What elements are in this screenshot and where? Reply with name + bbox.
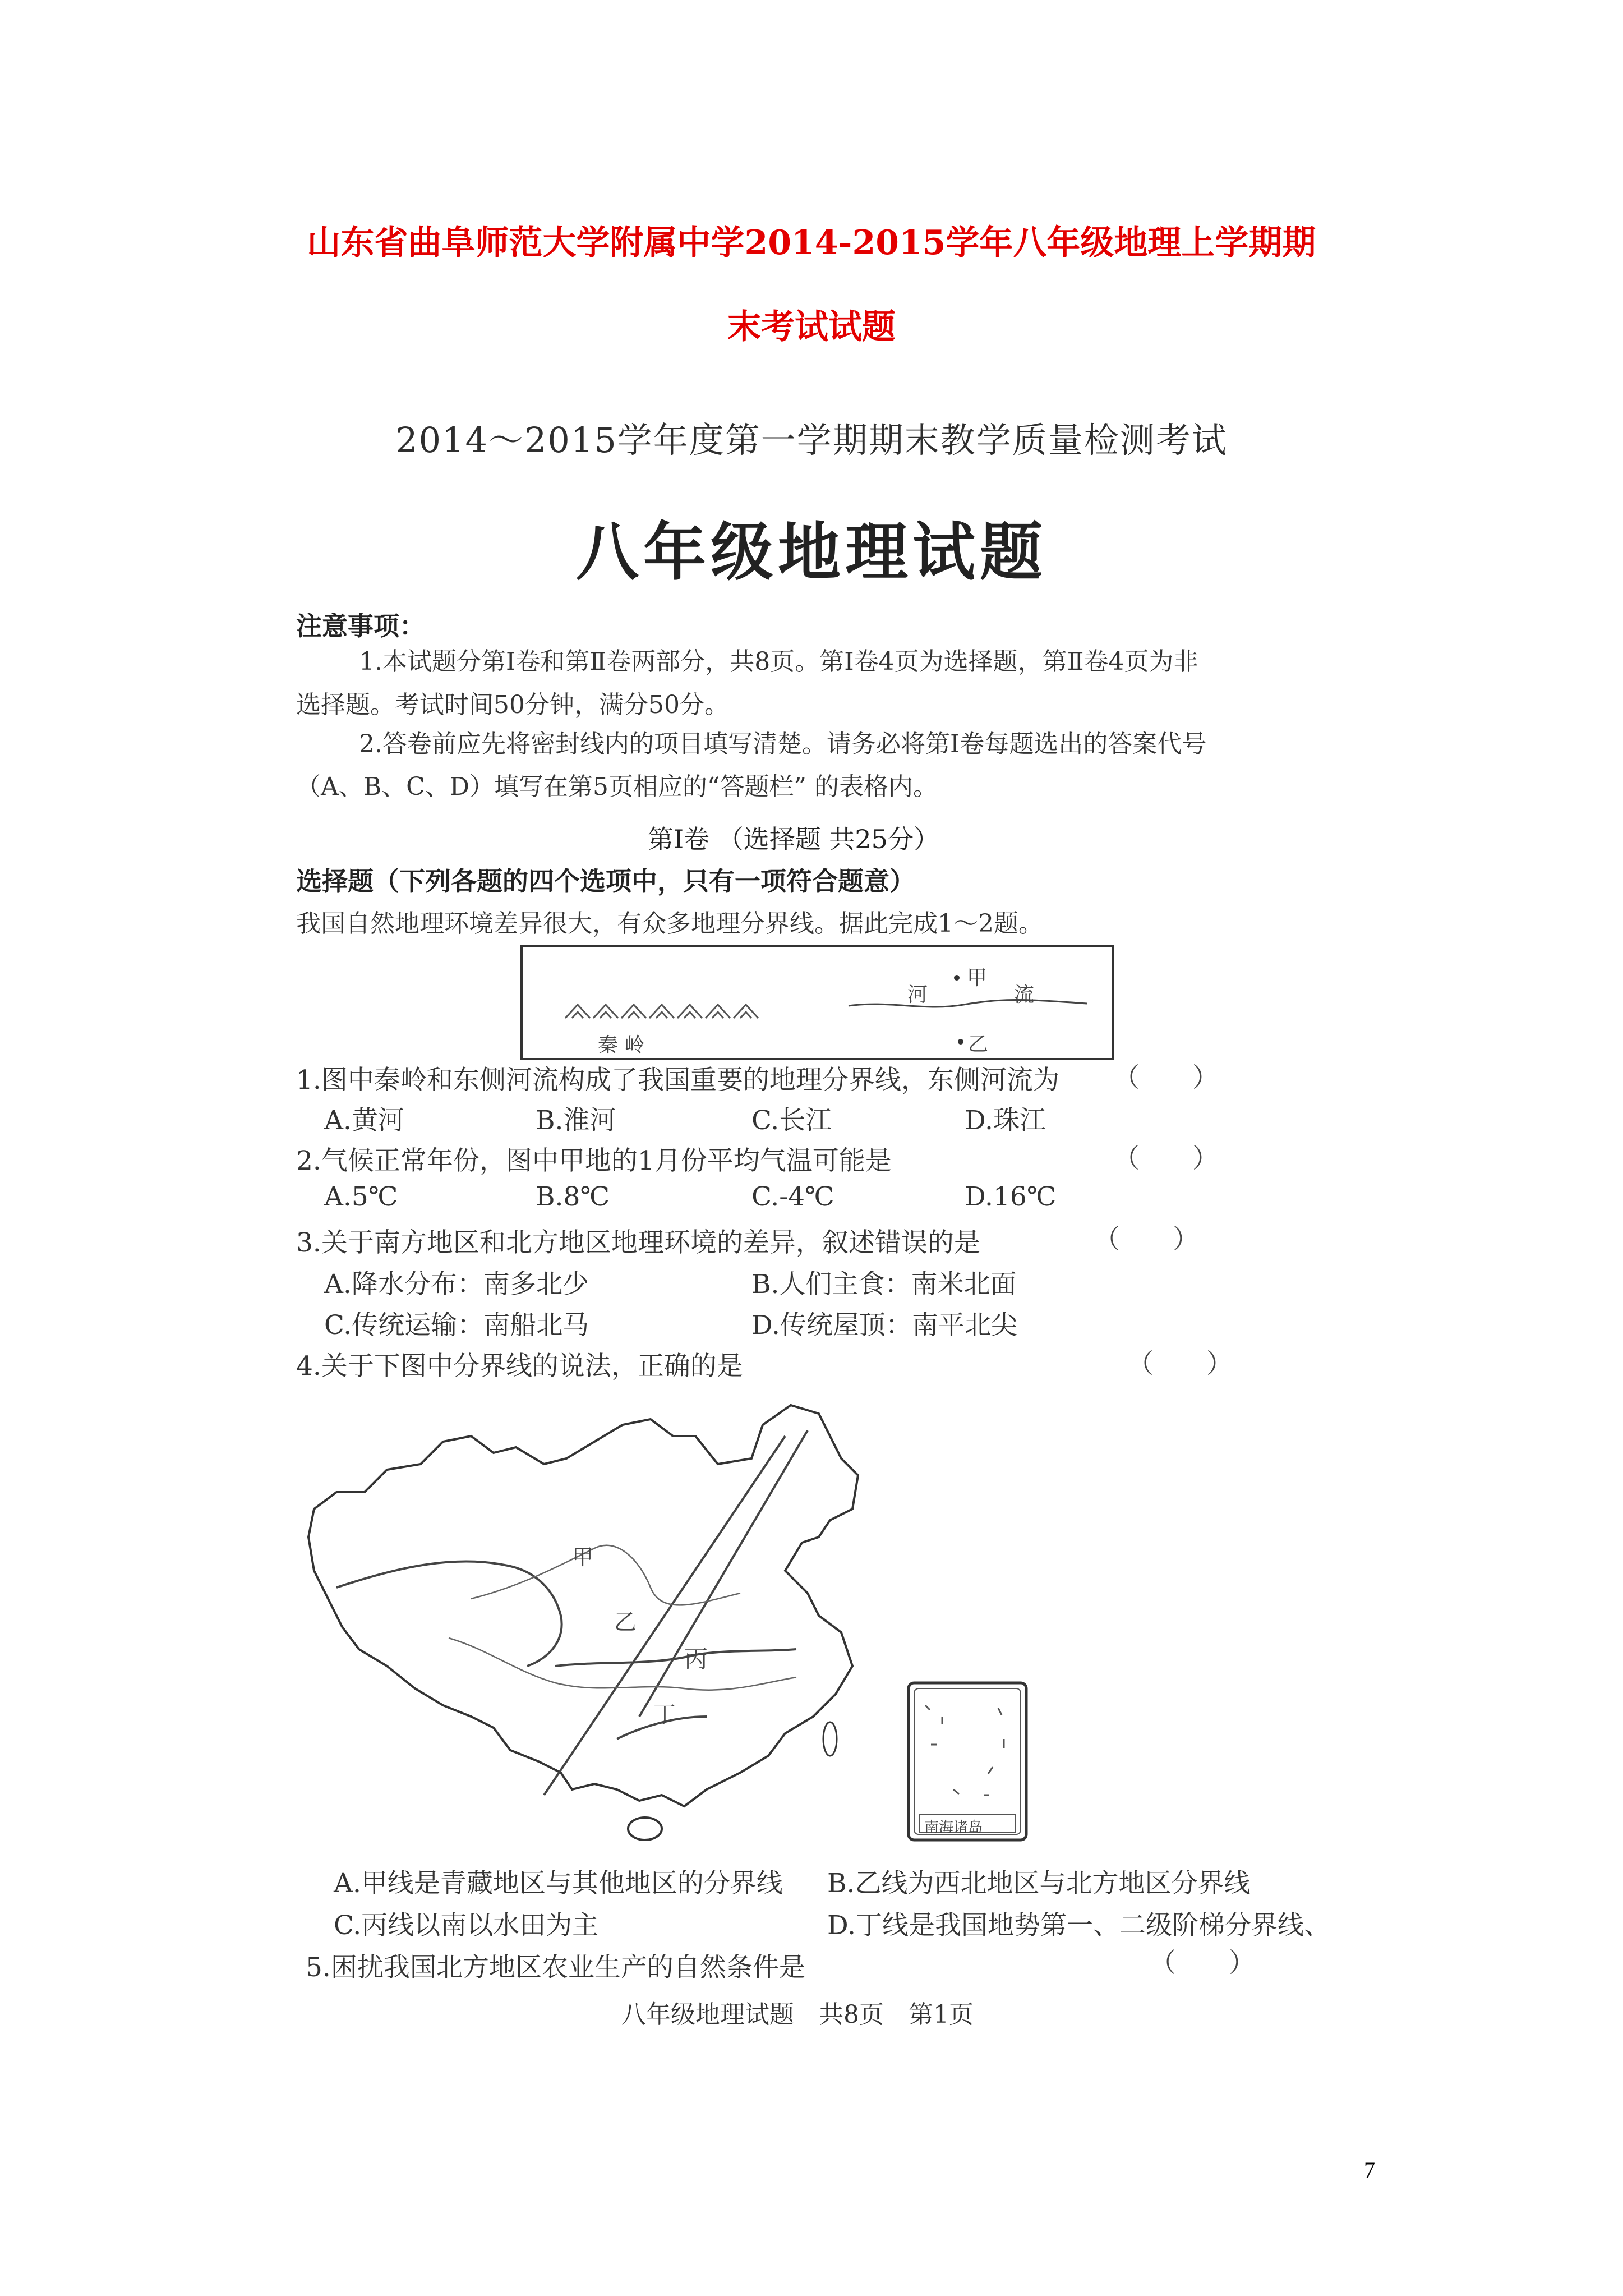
line-yi-a (544, 1436, 785, 1795)
q2-option-b: B.8℃ (536, 1181, 610, 1212)
q3-option-b: B.人们主食：南米北面 (751, 1269, 1017, 1300)
mountain-symbols (565, 1005, 758, 1018)
question-1-stem: 1.图中秦岭和东侧河流构成了我国重要的地理分界线，东侧河流为 (296, 1065, 1059, 1096)
question-5-stem: 5.困扰我国北方地区农业生产的自然条件是 (306, 1952, 805, 1983)
question-5-answer-blank: （ ） (1150, 1948, 1255, 1978)
question-1-answer-blank: （ ） (1113, 1062, 1219, 1093)
river-yangtze (449, 1638, 796, 1690)
qinling-label: 秦 岭 (598, 1034, 645, 1057)
q1-option-c: C.长江 (751, 1105, 832, 1136)
point-jia (954, 975, 960, 981)
q2-option-c: C.-4℃ (751, 1181, 834, 1212)
q1-option-b: B.淮河 (536, 1105, 616, 1136)
section-intro: 我国自然地理环境差异很大，有众多地理分界线。据此完成1～2题。 (296, 909, 1043, 938)
notes-line2: 选择题。考试时间50分钟，满分50分。 (296, 691, 729, 719)
label-yi: 乙 (968, 1033, 989, 1056)
q4-option-d: D.丁线是我国地势第一、二级阶梯分界线、 (827, 1910, 1330, 1941)
document-title-line2: 末考试试题 (727, 307, 896, 347)
point-yi (958, 1039, 963, 1045)
taiwan-island (823, 1722, 837, 1756)
hainan-island (628, 1818, 662, 1840)
question-4-answer-blank: （ ） (1127, 1349, 1233, 1379)
q1-option-a: A.黄河 (324, 1105, 404, 1136)
exam-title: 八年级地理试题 (576, 516, 1047, 589)
label-jia: 甲 (967, 967, 988, 990)
section-subtitle: 选择题（下列各题的四个选项中，只有一项符合题意） (296, 866, 915, 896)
q3-option-a: A.降水分布：南多北少 (324, 1269, 589, 1300)
line-jia (336, 1562, 562, 1666)
river-line (849, 1000, 1087, 1007)
question-3-stem: 3.关于南方地区和北方地区地理环境的差异，叙述错误的是 (296, 1227, 980, 1258)
qinling-river-figure (520, 945, 1114, 1060)
notes-line1: 1.本试题分第Ⅰ卷和第Ⅱ卷两部分，共8页。第Ⅰ卷4页为选择题，第Ⅱ卷4页为非 (359, 647, 1198, 676)
q4-option-a: A.甲线是青藏地区与其他地区的分界线 (334, 1868, 783, 1899)
page-footer: 八年级地理试题 共8页 第1页 (621, 2000, 974, 2029)
river-label-he: 河 (907, 983, 928, 1006)
question-4-stem: 4.关于下图中分界线的说法，正确的是 (296, 1351, 743, 1382)
q2-option-a: A.5℃ (324, 1181, 398, 1212)
notes-line4: （A、B、C、D）填写在第5页相应的“答题栏” 的表格内。 (296, 772, 938, 801)
line-yi-b (639, 1430, 808, 1717)
river-yellow (471, 1545, 740, 1605)
question-2-answer-blank: （ ） (1113, 1143, 1219, 1174)
q3-option-c: C.传统运输：南船北马 (324, 1310, 589, 1341)
section-title: 第Ⅰ卷 （选择题 共25分） (648, 824, 939, 854)
china-outline (308, 1405, 858, 1806)
notes-line3: 2.答卷前应先将密封线内的项目填写清楚。请务必将第Ⅰ卷每题选出的答案代号 (359, 730, 1207, 758)
notes-heading: 注意事项： (296, 611, 425, 641)
map-label-yi: 乙 (614, 1609, 637, 1635)
page-number: 7 (1364, 2157, 1375, 2183)
question-2-stem: 2.气候正常年份，图中甲地的1月份平均气温可能是 (296, 1145, 892, 1176)
question-3-answer-blank: （ ） (1094, 1224, 1199, 1255)
river-label-liu: 流 (1014, 983, 1035, 1006)
q1-option-d: D.珠江 (965, 1105, 1046, 1136)
map-label-bing: 丙 (684, 1645, 708, 1673)
china-map (303, 1402, 1144, 1851)
q4-option-b: B.乙线为西北地区与北方地区分界线 (827, 1868, 1251, 1899)
map-label-jia: 甲 (572, 1545, 594, 1570)
line-bing (555, 1649, 796, 1666)
q2-option-d: D.16℃ (965, 1181, 1057, 1212)
china-map-figure (303, 1402, 1144, 1851)
map-label-ding: 丁 (653, 1702, 676, 1728)
q4-option-c: C.丙线以南以水田为主 (334, 1910, 599, 1941)
q3-option-d: D.传统屋顶：南平北尖 (751, 1310, 1017, 1341)
document-title-line1: 山东省曲阜师范大学附属中学2014-2015学年八年级地理上学期期 (307, 223, 1316, 263)
exam-header: 2014～2015学年度第一学期期末教学质量检测考试 (395, 420, 1228, 461)
inset-label: 南海诸岛 (924, 1819, 983, 1836)
